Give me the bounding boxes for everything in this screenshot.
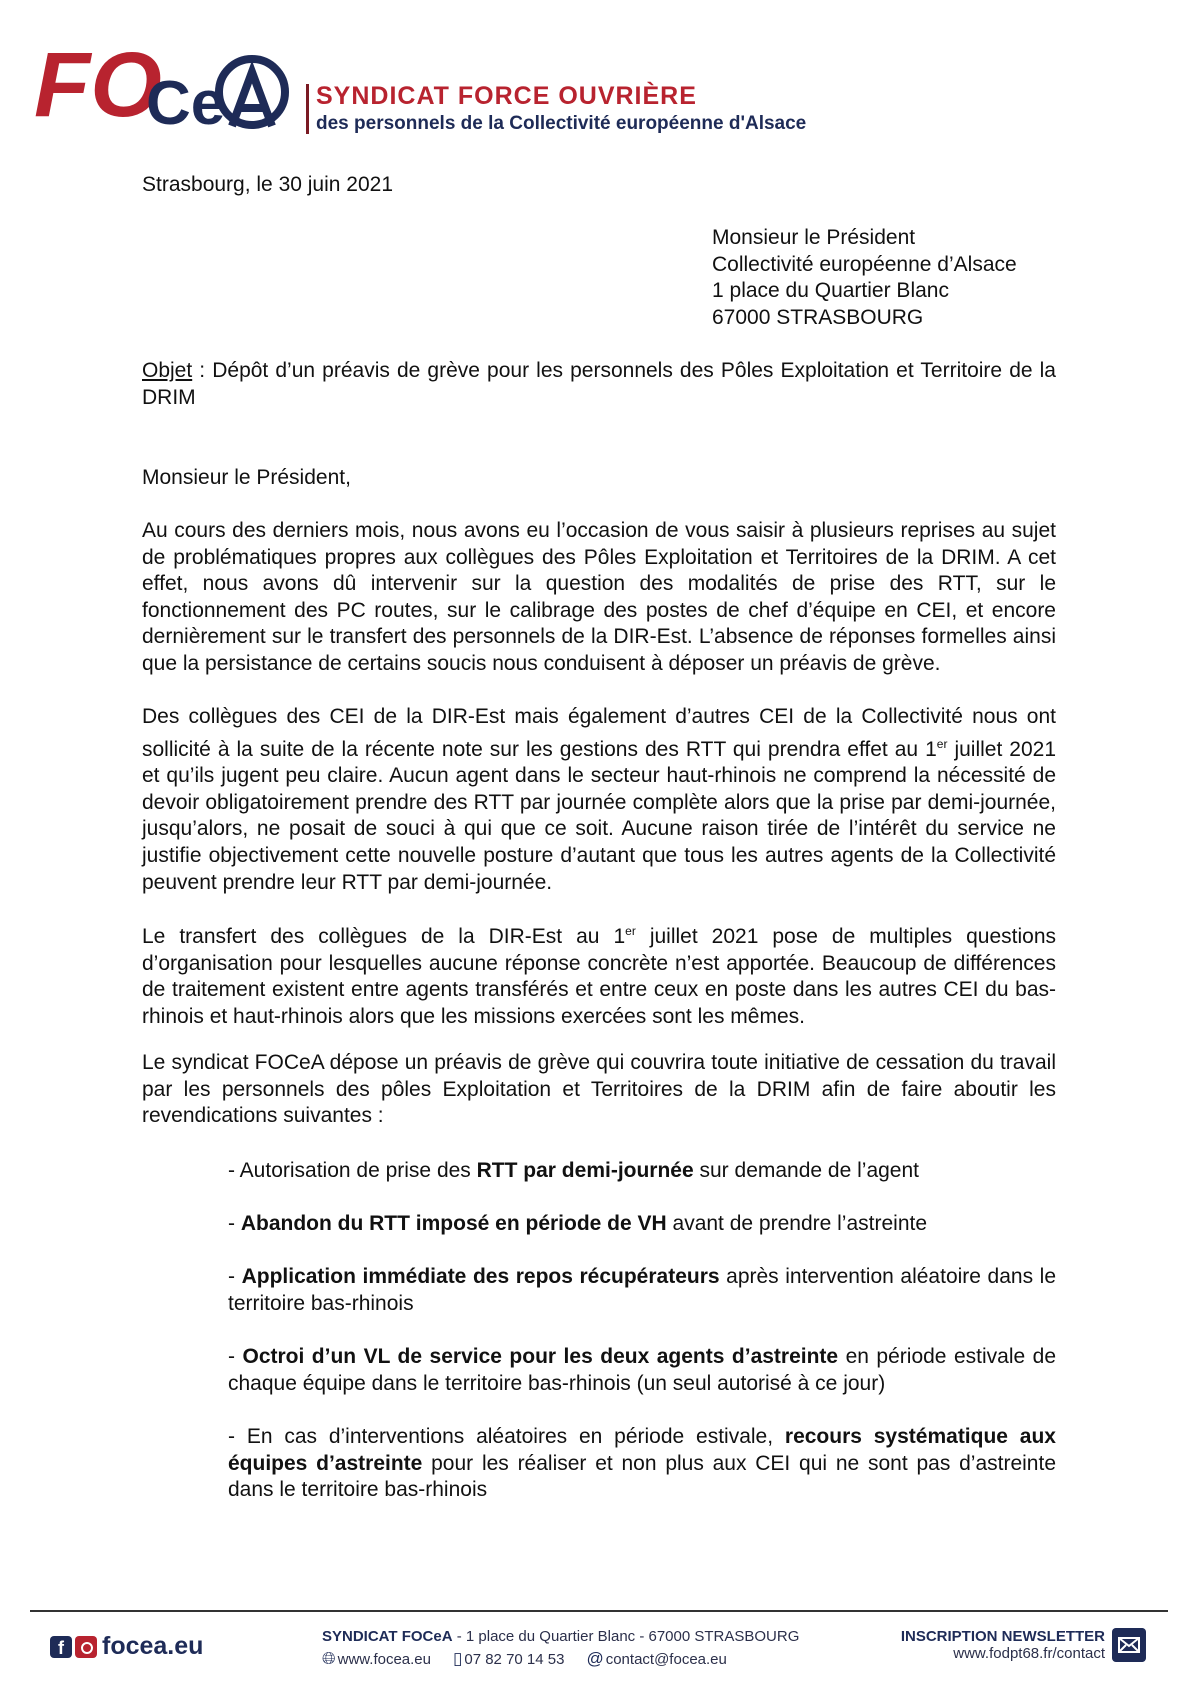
- demand-emphasis: Octroi d’un VL de service pour les deux agents d’astreinte: [242, 1345, 839, 1368]
- paragraph-3-part-a: Le transfert des collègues de la DIR-Est au 1: [142, 925, 626, 948]
- demand-text: -: [228, 1345, 243, 1368]
- subject-line: [142, 358, 1056, 411]
- footer-address: - 1 place du Quartier Blanc - 67000 STRASBOURG: [452, 1628, 800, 1645]
- mail-icon[interactable]: [1112, 1628, 1146, 1662]
- newsletter-title: INSCRIPTION NEWSLETTER: [900, 1628, 1105, 1645]
- subject-text: : Dépôt d’un préavis de grève pour les personnels des Pôles Exploitation et Territoire de la DRIM: [142, 359, 1056, 409]
- footer-site-name[interactable]: focea.eu: [102, 1632, 204, 1660]
- paragraph-3: [142, 918, 1056, 1030]
- org-title: SYNDICAT FORCE OUVRIÈRE: [316, 82, 697, 110]
- salutation: Monsieur le Président,: [142, 466, 351, 489]
- footer-address-line: [322, 1628, 822, 1645]
- demand-item: [228, 1344, 1056, 1397]
- demand-item: [228, 1264, 1056, 1317]
- demand-text: -: [228, 1265, 242, 1288]
- header-divider: [306, 84, 309, 134]
- paragraph-3-part-b: juillet 2021 pose de multiples questions d’organisation pour lesquelles aucune réponse concrète n’est apportée. Beaucoup de différences de traitement existent entre agents transférés et entre ceux en poste dans les autres CEI du bas-rhinois et haut-rhinois alors que les missions exercées sont les mêmes.: [142, 925, 1057, 1028]
- footer-divider: [30, 1610, 1168, 1612]
- recipient-line: 67000 STRASBOURG: [712, 305, 924, 329]
- svg-text:FO: FO: [34, 34, 162, 136]
- demand-text: avant de prendre l’astreinte: [666, 1212, 928, 1235]
- demand-text: pour les réaliser et non plus aux CEI qui ne sont pas d’astreinte dans le territoire bas-rhinois: [228, 1451, 1057, 1502]
- subject-label: Objet: [142, 359, 193, 382]
- recipient-line: 1 place du Quartier Blanc: [712, 279, 949, 303]
- superscript: er: [625, 924, 636, 938]
- demand-emphasis: RTT par demi-journée: [476, 1159, 694, 1182]
- recipient-line: Collectivité européenne d’Alsace: [712, 252, 1017, 276]
- demand-item: [228, 1424, 1056, 1504]
- paragraph-2-part-a: Des collègues des CEI de la DIR-Est mais également d’autres CEI de la Collectivité nous ont sollicité à la suite de la récente note sur les gestions des RTT qui prendra effet au 1: [142, 705, 1056, 761]
- paragraph-2-part-b: juillet 2021 et qu’ils jugent peu claire. Aucun agent dans le secteur haut-rhinois ne comprend la nécessité de devoir obligatoirement prendre des RTT par journée complète alors que la prise par demi-journée, jusqu’alors, ne posait de souci à qui que ce soit. Aucune raison tirée de l’intérêt du service ne justifie objectivement cette nouvelle posture d’autant que tous les autres agents de la Collectivité peuvent prendre leur RTT par demi-journée.: [142, 737, 1057, 894]
- demand-emphasis: recours systématique aux équipes d’astreinte: [228, 1425, 1056, 1475]
- superscript: er: [936, 736, 948, 751]
- demand-emphasis: Application immédiate des repos récupérateurs: [241, 1265, 720, 1288]
- paragraph-1: Au cours des derniers mois, nous avons eu l’occasion de vous saisir à plusieurs reprises au sujet de problématiques propres aux collègues des Pôles Exploitation et Territoires de la DRIM. A cet effet, nous avons dû intervenir sur la question des modalités de prise des RTT, sur le fonctionnement des PC routes, sur le calibrage des postes de chef d’équipe en CEI, et encore dernièrement sur le transfert des personnels de la DIR-Est. L’absence de réponses formelles ainsi que la persistance de certains soucis nous conduisent à déposer un préavis de grève.: [142, 519, 1056, 675]
- instagram-icon[interactable]: [75, 1636, 97, 1658]
- demand-text: après intervention aléatoire dans le territoire bas-rhinois: [228, 1265, 1057, 1315]
- footer-phone[interactable]: 07 82 70 14 53: [464, 1651, 565, 1668]
- phone-icon: ▯: [453, 1649, 463, 1668]
- demand-text: - En cas d’interventions aléatoires en période estivale,: [228, 1425, 785, 1448]
- footer-social: [50, 1632, 203, 1662]
- demand-text: sur demande de l’agent: [693, 1159, 919, 1182]
- recipient-line: Monsieur le Président: [712, 226, 916, 249]
- newsletter-link[interactable]: www.fodpt68.fr/contact: [953, 1645, 1105, 1662]
- svg-text:Ce: Ce: [146, 69, 226, 138]
- paragraph-4: Le syndicat FOCeA dépose un préavis de grève qui couvrira toute initiative de cessation du travail par les personnels des pôles Exploitation et Territoires de la DRIM afin de faire aboutir les revendications suivantes :: [142, 1051, 1056, 1128]
- footer-newsletter: [890, 1628, 1105, 1662]
- date-line: Strasbourg, le 30 juin 2021: [142, 173, 394, 196]
- recipient-address: [712, 225, 1017, 331]
- globe-icon: 🌐︎: [322, 1649, 336, 1668]
- demand-item: [228, 1158, 1056, 1185]
- facebook-icon[interactable]: f: [50, 1636, 72, 1658]
- org-subtitle: des personnels de la Collectivité européenne d'Alsace: [316, 113, 807, 134]
- paragraph-2: [142, 704, 1056, 896]
- at-icon: @: [586, 1649, 604, 1668]
- demand-emphasis: Abandon du RTT imposé en période de VH: [240, 1212, 667, 1235]
- demand-item: [228, 1211, 1056, 1238]
- focea-logo: [34, 34, 294, 139]
- demand-text: - Autorisation de prise des: [228, 1159, 477, 1182]
- demand-text: -: [228, 1212, 241, 1235]
- footer-contact: [322, 1628, 822, 1669]
- footer-org-name: SYNDICAT FOCeA: [322, 1628, 453, 1645]
- demand-text: en période estivale de chaque équipe dans le territoire bas-rhinois (un seul autorisé à ce jour): [228, 1345, 1057, 1395]
- footer-email-link[interactable]: contact@focea.eu: [605, 1651, 727, 1668]
- footer-website-link[interactable]: www.focea.eu: [337, 1651, 431, 1668]
- footer-contact-line: [322, 1649, 822, 1669]
